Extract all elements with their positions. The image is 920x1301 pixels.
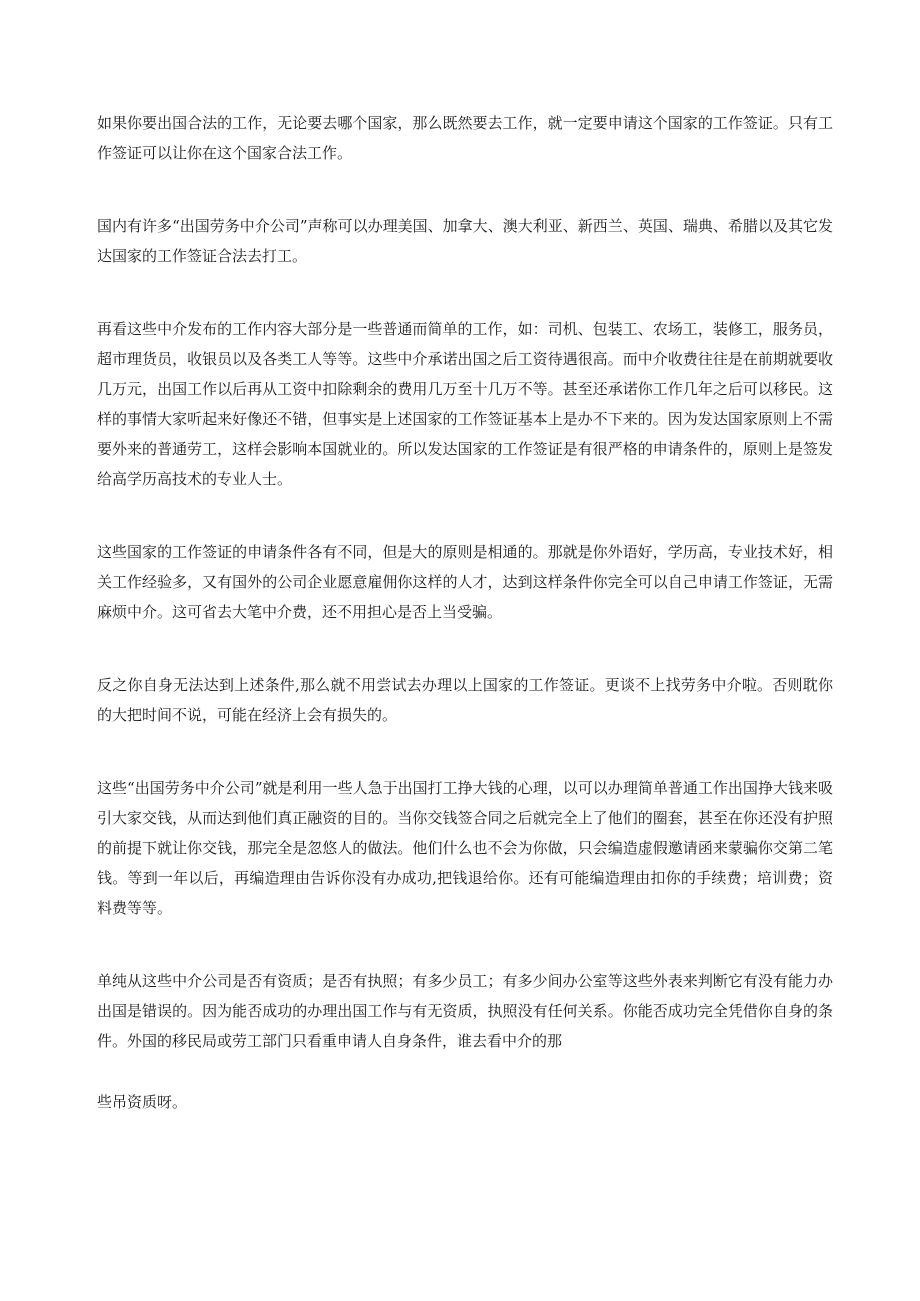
paragraph-7: 单纯从这些中介公司是否有资质；是否有执照；有多少员工；有多少间办公室等这些外表来判断它有没有能力办出国是错误的。因为能否成功的办理出国工作与有无资质，执照没有任何关系。你能否成功完全凭借你自身的条件。外国的移民局或劳工部门只看重申请人自身条件，谁去看中介的那	[97, 972, 833, 1050]
document-body	[97, 108, 833, 1160]
paragraph-1: 如果你要出国合法的工作，无论要去哪个国家，那么既然要去工作，就一定要申请这个国家的工作签证。只有工作签证可以让你在这个国家合法工作。	[97, 114, 833, 162]
paragraph-6: 这些“出国劳务中介公司”就是利用一些人急于出国打工挣大钱的心理，以可以办理简单普通工作出国挣大钱来吸引大家交钱，从而达到他们真正融资的目的。当你交钱签合同之后就完全上了他们的圈套，甚至在你还没有护照的前提下就让你交钱，那完全是忽悠人的做法。他们什么也不会为你做，只会编造虚假邀请函来蒙骗你交第二笔钱。等到一年以后，再编造理由告诉你没有办成功,把钱退给你。还有可能编造理由扣你的手续费；培训费；资料费等等。	[97, 779, 833, 917]
paragraph-2: 国内有许多“出国劳务中介公司”声称可以办理美国、加拿大、澳大利亚、新西兰、英国、瑞典、希腊以及其它发达国家的工作签证合法去打工。	[97, 217, 833, 265]
paragraph-3: 再看这些中介发布的工作内容大部分是一些普通而简单的工作，如：司机、包装工、农场工，装修工，服务员，超市理货员，收银员以及各类工人等等。这些中介承诺出国之后工资待遇很高。而中介收费往往是在前期就要收几万元，出国工作以后再从工资中扣除剩余的费用几万至十几万不等。甚至还承诺你工作几年之后可以移民。这样的事情大家听起来好像还不错，但事实是上述国家的工作签证基本上是办不下来的。因为发达国家原则上不需要外来的普通劳工，这样会影响本国就业的。所以发达国家的工作签证是有很严格的申请条件的，原则上是签发给高学历高技术的专业人士。	[97, 320, 833, 488]
paragraph-5: 反之你自身无法达到上述条件,那么就不用尝试去办理以上国家的工作签证。更谈不上找劳务中介啦。否则耽你的大把时间不说，可能在经济上会有损失的。	[97, 676, 833, 724]
paragraph-4: 这些国家的工作签证的申请条件各有不同，但是大的原则是相通的。那就是你外语好，学历高，专业技术好，相关工作经验多，又有国外的公司企业愿意雇佣你这样的人才，达到这样条件你完全可以自己申请工作签证，无需麻烦中介。这可省去大笔中介费，还不用担心是否上当受骗。	[97, 543, 833, 621]
paragraph-8: 些吊资质呀。	[97, 1093, 188, 1111]
